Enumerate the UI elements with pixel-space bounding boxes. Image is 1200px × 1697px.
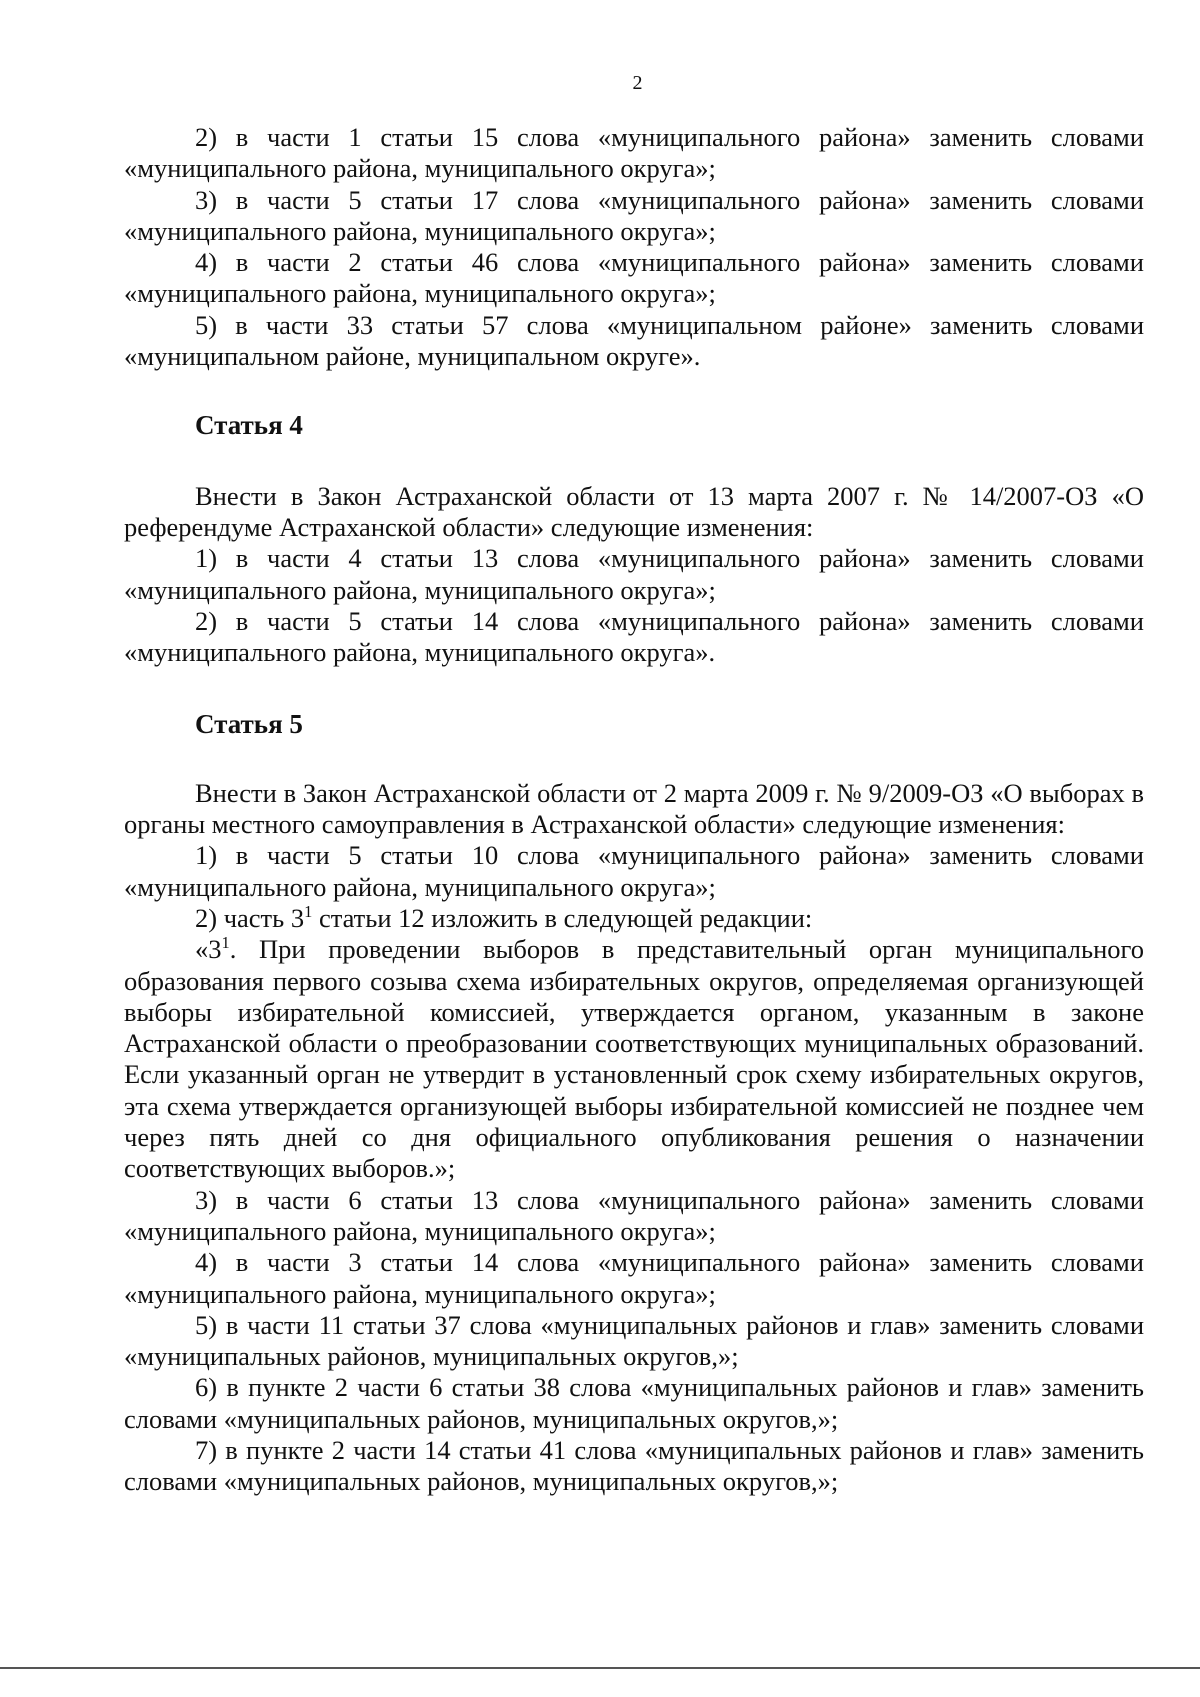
article-4-heading: Статья 4 xyxy=(195,410,303,441)
amendment-item: 2) в части 1 статьи 15 слова «муниципального района» заменить словами «муниципального района, муниципального округа»; xyxy=(124,122,1144,184)
amendment-item: 3) в части 6 статьи 13 слова «муниципального района» заменить словами «муниципального района, муниципального округа»; xyxy=(124,1184,1144,1246)
article-4-intro: Внести в Закон Астраханской области от 13 марта 2007 г. № 14/2007-ОЗ «О референдуме Астраханской области» следующие изменения: xyxy=(124,480,1144,542)
amendment-item xyxy=(124,903,1144,934)
article-5-heading: Статья 5 xyxy=(195,709,303,740)
amendment-item: 1) в части 4 статьи 13 слова «муниципального района» заменить словами «муниципального района, муниципального округа»; xyxy=(124,543,1144,605)
superscript: 1 xyxy=(304,902,313,922)
amendment-item: 3) в части 5 статьи 17 слова «муниципального района» заменить словами «муниципального района, муниципального округа»; xyxy=(124,184,1144,246)
amendment-item: 2) в части 5 статьи 14 слова «муниципального района» заменить словами «муниципального района, муниципального округа». xyxy=(124,605,1144,668)
superscript: 1 xyxy=(221,933,230,953)
item-prefix: 2) часть 3 xyxy=(195,902,305,933)
amendments-block-continued xyxy=(124,122,1144,372)
document-body xyxy=(124,122,1144,1498)
quote-text: . При проведении выборов в представительный орган муниципального образования первого созыва схема избирательных округов, определяемая организующей выборы избирательной комиссией, утверждается органом, указанным в законе Астраханской области о преобразовании соответствующих муниципальных образований. Если указанный орган не утвердит в установленный срок схему избирательных округов, эта схема утверждается организующей выборы избирательной комиссией не позднее чем через пять дней со дня официального опубликования решения о назначении соответствующих выборов.»; xyxy=(124,934,1144,1184)
item-suffix: статьи 12 изложить в следующей редакции: xyxy=(312,902,813,933)
amendment-item: 1) в части 5 статьи 10 слова «муниципального района» заменить словами «муниципального района, муниципального округа»; xyxy=(124,840,1144,902)
amendment-item: 4) в части 3 статьи 14 слова «муниципального района» заменить словами «муниципального района, муниципального округа»; xyxy=(124,1247,1144,1309)
article-5-intro: Внести в Закон Астраханской области от 2 марта 2009 г. № 9/2009-ОЗ «О выборах в органы местного самоуправления в Астраханской области» следующие изменения: xyxy=(124,777,1144,840)
amendment-item: 5) в части 11 статьи 37 слова «муниципальных районов и глав» заменить словами «муниципальных районов, муниципальных округов,»; xyxy=(124,1309,1144,1372)
article-4-body xyxy=(124,481,1144,669)
quoted-new-text xyxy=(124,934,1144,1184)
bottom-divider xyxy=(0,1667,1200,1669)
amendment-item: 5) в части 33 статьи 57 слова «муниципальном районе» заменить словами «муниципальном районе, муниципальном округе». xyxy=(124,309,1144,372)
amendment-item: 6) в пункте 2 части 6 статьи 38 слова «муниципальных районов и глав» заменить словами «муниципальных районов, муниципальных округов,»; xyxy=(124,1372,1144,1434)
page-number: 2 xyxy=(632,72,643,94)
article-5-body xyxy=(124,778,1144,1498)
quote-prefix: «3 xyxy=(195,934,222,965)
amendment-item: 4) в части 2 статьи 46 слова «муниципального района» заменить словами «муниципального района, муниципального округа»; xyxy=(124,247,1144,309)
amendment-item: 7) в пункте 2 части 14 статьи 41 слова «муниципальных районов и глав» заменить словами «муниципальных районов, муниципальных округов,»; xyxy=(124,1434,1144,1497)
